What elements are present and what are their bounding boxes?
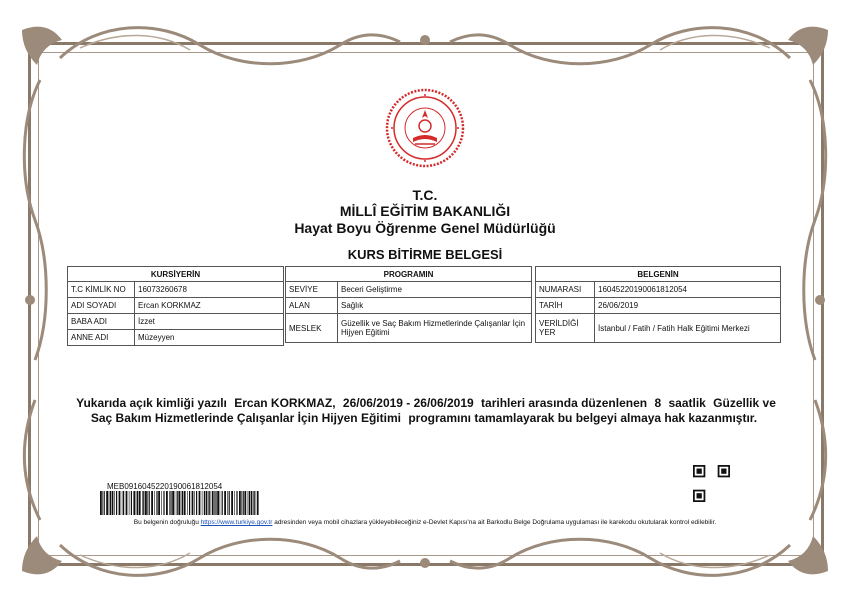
barcode-icon <box>100 491 260 515</box>
program-table <box>285 266 532 343</box>
ministry-seal-icon <box>385 88 465 168</box>
mother-name-value: Müzeyyen <box>135 330 284 346</box>
level-label: SEVİYE <box>286 282 338 298</box>
statement-hours: 8 <box>654 396 662 410</box>
full-name-label: ADI SOYADI <box>68 298 135 314</box>
id-number-value: 16073260678 <box>135 282 284 298</box>
statement-name: Ercan KORKMAZ, <box>234 396 336 410</box>
trainee-table-heading: KURSİYERİN <box>68 267 284 282</box>
field-label: ALAN <box>286 298 338 314</box>
statement-part3: saatlik <box>668 396 706 410</box>
table-row <box>536 298 781 314</box>
occupation-value: Güzellik ve Saç Bakım Hizmetlerinde Çalışanlar İçin Hijyen Eğitimi <box>338 314 532 343</box>
turkiye-gov-link[interactable]: https://www.turkiye.gov.tr <box>200 519 273 526</box>
table-row <box>536 314 781 343</box>
certificate-table <box>535 266 781 343</box>
father-name-value: İzzet <box>135 314 284 330</box>
trainee-table <box>67 266 284 346</box>
certificate-table-heading: BELGENİN <box>536 267 781 282</box>
date-label: TARİH <box>536 298 595 314</box>
issued-place-label: VERİLDİĞİ YER <box>536 314 595 343</box>
program-table-heading: PROGRAMIN <box>286 267 532 282</box>
table-row <box>536 282 781 298</box>
table-row <box>68 330 284 346</box>
top-right-scroll <box>450 28 790 64</box>
field-value: Sağlık <box>338 298 532 314</box>
date-value: 26/06/2019 <box>595 298 781 314</box>
verification-footer <box>0 519 850 526</box>
footer-suffix: adresinden veya mobil cihazlara yükleyebileceğiniz e-Devlet Kapısı'na ait Barkodlu Belge Doğrulama uygulaması ile karekodu okutularak kontrol edilebilir. <box>274 519 717 526</box>
full-name-value: Ercan KORKMAZ <box>135 298 284 314</box>
table-row <box>286 282 532 298</box>
qr-code-icon <box>693 465 730 502</box>
father-name-label: BABA ADI <box>68 314 135 330</box>
document-title: KURS BİTİRME BELGESİ <box>347 247 503 262</box>
occupation-label: MESLEK <box>286 314 338 343</box>
certificate-number-value: 16045220190061812054 <box>595 282 781 298</box>
header-ministry: MİLLÎ EĞİTİM BAKANLIĞI <box>339 203 511 219</box>
mother-name-label: ANNE ADI <box>68 330 135 346</box>
table-row <box>68 282 284 298</box>
table-row <box>286 298 532 314</box>
statement-dates: 26/06/2019 - 26/06/2019 <box>342 396 474 410</box>
certificate-number-label: NUMARASI <box>536 282 595 298</box>
table-row <box>68 314 284 330</box>
statement-part1: Yukarıda açık kimliği yazılı <box>76 396 227 410</box>
table-row <box>68 298 284 314</box>
barcode-number: MEB0916045220190061812054 <box>107 482 223 491</box>
statement-part4: programını tamamlayarak bu belgeyi almaya hak kazanmıştır. <box>408 411 758 425</box>
statement-part2: tarihleri arasında düzenlenen <box>481 396 648 410</box>
level-value: Beceri Geliştirme <box>338 282 532 298</box>
issued-place-value: İstanbul / Fatih / Fatih Halk Eğitimi Merkezi <box>595 314 781 343</box>
footer-prefix: Bu belgenin doğruluğu <box>133 519 199 526</box>
id-number-label: T.C KİMLİK NO <box>68 282 135 298</box>
completion-statement <box>70 396 780 426</box>
top-left-scroll <box>60 28 400 64</box>
statement-program: Güzellik ve Saç Bakım Hizmetlerinde Çalışanlar İçin Hijyen Eğitimi <box>90 396 776 425</box>
header-directorate: Hayat Boyu Öğrenme Genel Müdürlüğü <box>294 220 556 236</box>
table-row <box>286 314 532 343</box>
header-tc: T.C. <box>412 187 438 203</box>
